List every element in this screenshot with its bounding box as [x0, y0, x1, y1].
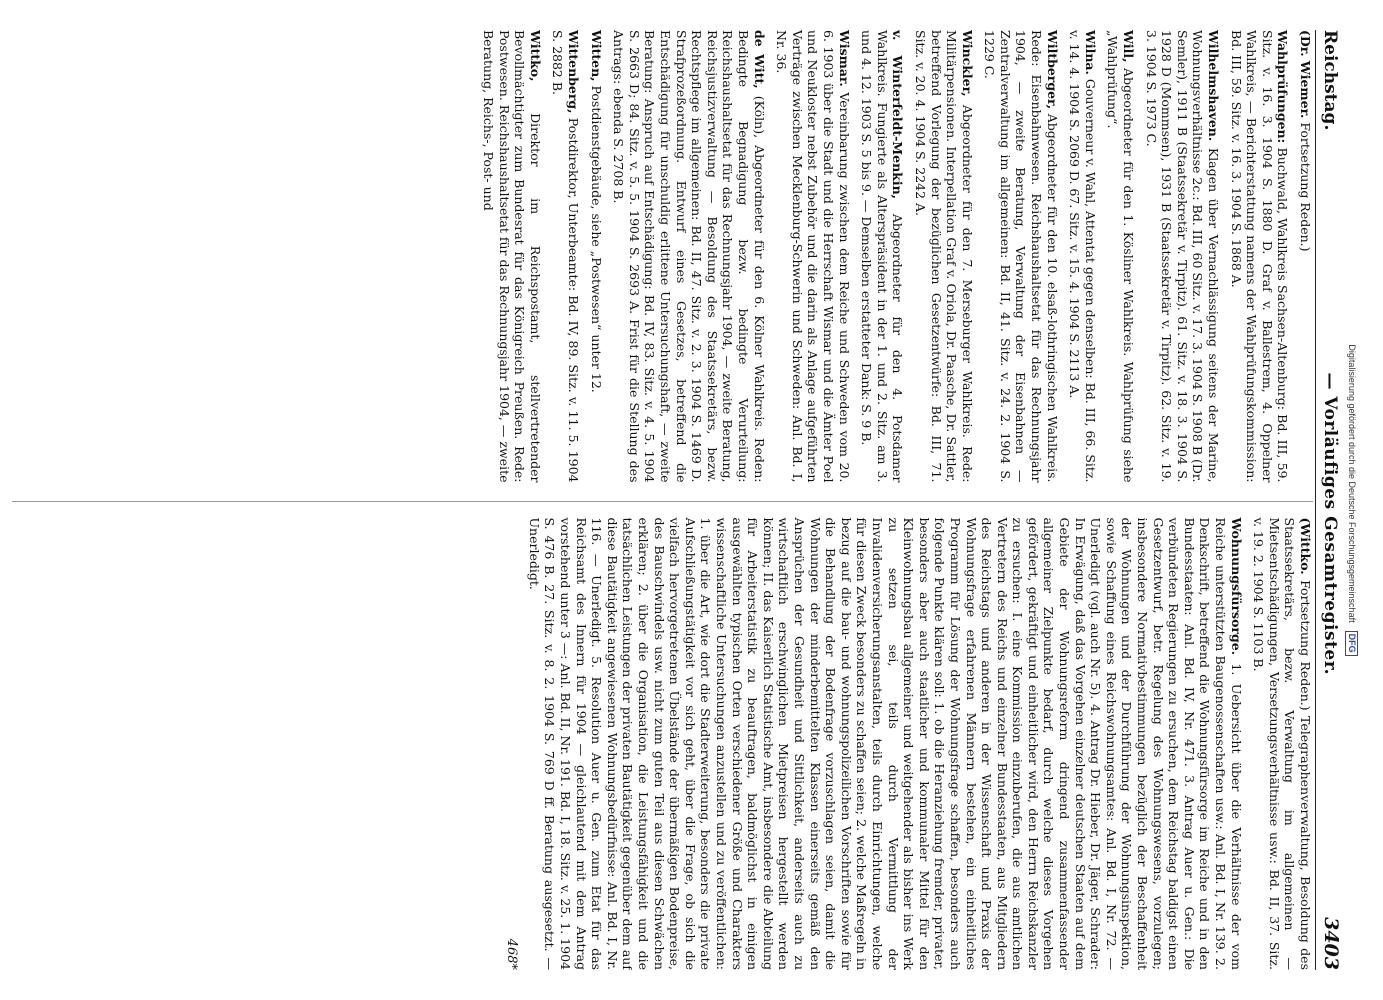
- entry-text: Abgeordneter für den 7. Merseburger Wahlkreis. Rede: Militärpensionen. Interpellation Graf v. Oriola, Dr. Paasche, Dr. Sattler, betreffend Vorlegung der bezüglichen Gesetzentwürfe: Bd. III, 71. Sitz. v. 20. 4. 1904 S. 2242 A.: [912, 30, 975, 483]
- register-entry: [774, 30, 852, 483]
- left-column: [12, 30, 1313, 483]
- register-entry: [859, 30, 906, 483]
- dfg-logo: DFG: [1346, 631, 1359, 656]
- entry-text: Fortsetzung Reden.) Telegraphenverwaltung, Besoldung des Staatssekretärs, bezw. Verwaltung im allgemeinen — Mietsentschädigungen, Versetzungsverhältnisse usw.: Bd. II, 37. Sitz. v. 19. 2. 1904 S. 1103 B.: [1251, 517, 1313, 970]
- entry-heading: Wittenberg,: [566, 30, 582, 114]
- register-entry: [1228, 30, 1290, 483]
- entry-text: (Köln), Abgeordneter für den 6. Kölner Wahlkreis. Reden: Bedingte Begnadigung bezw. bedingte Verurteilung: Reichshaushaltsetat für das Rechnungsjahr 1904, — zweite Beratung, Reichsjustizverwaltung — Besoldung des Staatssekretärs, bezw. Rechtspflege im allgemeinen: Bd. II, 47. Sitz. v. 2. 3. 1904 S. 1469 D. Strafprozeßordnung. Entwurf eines Gesetzes, betreffend die Entschädigung für unschuldig erlittene Untersuchungshaft, — zweite Beratung: Anspruch auf Entschädigung: Bd. IV, 83. Sitz. v. 4. 5. 1904 S. 2663 D; 84. Sitz. v. 5. 5. 1904 S. 2693 A. Frist für die Stellung des Antrags: ebenda S. 2708 B.: [611, 30, 767, 483]
- entry-heading: Wahlprüfungen:: [1275, 30, 1291, 144]
- entry-text: Gouverneur v. Wahl, Attentat gegen denselben: Bd. III, 66. Sitz. v. 14. 4. 1904 S. 2069 D. 67. Sitz. v. 15. 4. 1904 S. 2113 A.: [1067, 30, 1098, 483]
- entry-text: Abgeordneter für den 10. elsaß-lothringischen Wahlkreis. Rede: Eisenbahnwesen. Reichshaushaltsetat für das Rechnungsjahr 1904, — zweite Beratung, Verwaltung der Eisenbahnen — Zentralverwaltung im allgemeinen: Bd. II, 41. Sitz. v. 24. 2. 1904 S. 1229 C.: [982, 30, 1060, 483]
- entry-text: Direktor im Reichspostamt, stellvertretender Bevollmächtigter zum Bundesrat für das Königreich Preußen. Rede: Postwesen. Reichshaushaltsetat für das Rechnungsjahr 1904, — zweite Beratung, Reichs-, Post- und: [481, 30, 543, 483]
- entry-heading: de Witt,: [751, 30, 767, 89]
- entry-heading: Wiltberger,: [1044, 30, 1060, 110]
- register-entry: [1067, 30, 1098, 483]
- entry-heading: Wilhelmshaven.: [1206, 30, 1222, 142]
- entry-text: Postdienstgebäude, siehe „Postwesen“ unter 12.: [588, 85, 604, 393]
- register-entry: [1297, 30, 1313, 483]
- entry-heading: Wilna.: [1082, 30, 1098, 75]
- text-columns: [12, 30, 1313, 970]
- register-entry: [1251, 518, 1313, 971]
- entry-text: Buchwald, Wahlkreis Sachsen-Altenburg: Bd. III, 59. Sitz. v. 16. 3. 1904 S. 1880 D. Graf v. Ballestrem, 4. Oppelner Wahlkreis, — Berichterstattung namens der Wahlprüfungskommission: Bd. III, 59. Sitz. v. 16. 3. 1904 S. 1868 A.: [1228, 30, 1291, 483]
- entry-heading: Will,: [1121, 30, 1137, 63]
- entry-heading: (Wittko.: [1298, 517, 1313, 575]
- entry-heading: Wittko,: [527, 30, 543, 82]
- register-entry: [526, 518, 1243, 971]
- running-head-center: — Vorläufiges Gesamtregister.: [1320, 372, 1340, 676]
- entry-heading: Wismar.: [836, 30, 852, 87]
- entry-heading: (Dr. Wiemer.: [1298, 30, 1313, 119]
- register-entry: [611, 30, 767, 483]
- register-entry: [912, 30, 974, 483]
- register-entry: [481, 30, 543, 483]
- register-entry: [1105, 30, 1136, 483]
- signature-mark: 468*: [504, 938, 520, 970]
- entry-text: Fortsetzung Reden.): [1298, 122, 1313, 252]
- register-entry: [550, 30, 581, 483]
- register-entry: [982, 30, 1060, 483]
- entry-text: Abgeordneter für den 1. Kösliner Wahlkreis. Wahlprüfung siehe „Wahlprüfung“.: [1105, 30, 1137, 483]
- footer-credit-text: Digitalisierung gefördert durch die Deutsche Forschungsgemeinschaft: [1347, 344, 1357, 623]
- entry-text: Klagen über Vernachlässigung seitens der Marine, Wohnungsverhältnisse 2c.: Bd. III, 60 Sitz. v. 17. 3. 1904 S. 1908 B (Dr. Semler), 1911 B (Staatssekretär v. Tirpitz). 61. Sitz. v. 18. 3. 1904 S. 1928 D (Mommsen), 1931 B (Staatssekretär v. Tirpitz). 62. Sitz. v. 19. 3. 1904 S. 1973 C.: [1143, 30, 1222, 483]
- page-number: 3403: [1320, 917, 1342, 970]
- register-entry: [588, 30, 604, 483]
- entry-heading: Witten,: [588, 30, 604, 82]
- entry-text: 1. Uebersicht über die Verhältnisse der vom Reiche unterstützten Baugenossenschaften usw.: Anl. Bd. I, Nr. 139. 2. Denkschrift, betreffend die Wohnungsfürsorge im Reiche und in den Bundesstaaten: Anl. Bd. IV, Nr. 471. 3. Antrag Auer u. Gen.: Die verbündeten Regierungen zu ersuchen, dem Reichstag baldigst einen Gesetzentwurf, betr. Regelung des Wohnungswesens, vorzulegen; insbesondere Normativbestimmungen bezüglich der Beschaffenheit der Wohnungen und der Durchführung der Wohnungsinspektion, sowie Schaffung eines Reichswohnungsamtes: Anl. Bd. I, Nr. 72. — Unerledigt (vgl. auch Nr. 5). 4. Antrag Dr. Hieber, Dr. Jäger, Schrader: In Erwägung, daß das Vorgehen einzelner deutschen Staaten auf dem Gebiete der Wohnungsreform dringend zusammenfassender allgemeiner Zielpunkte bedarf, durch welche dieses Vorgehen gefördert, gekräftigt und einheitlicher wird, den Herrn Reichskanzler zu ersuchen: I. eine Kommission einzuberufen, die aus amtlichen Vertretern des Reichs und einzelner Bundesstaaten, aus Mitgliedern des Reichstags und anderen in der Wissenschaft und Praxis der Wohnungsfrage erfahrenen Männern bestehen, ein einheitliches Programm für Lösung der Wohnungsfrage schaffen, besonders auch folgende Punkte klären soll: 1. ob die Heranziehung fremder, privater, besonders aber auch staatlicher und kommunaler Mittel für den Kleinwohnungsbau allgemeiner und weitgehender als bisher ins Werk zu setzen sei, teils durch Vermittlung der Invalidenversicherungsanstalten, teils durch Einrichtungen, welche für diesen Zweck besonders zu schaffen seien; 2. welche Maßregeln in bezug auf die bau- und wohnungspolizeilichen Vorschriften sowie für die Behandlung der Bodenfrage vorzuschlagen seien, damit die Wohnungen der minderbemittelten Klassen einerseits gemäß den Ansprüchen der Gesundheit und Sittlichkeit, anderseits auch zu wirtschaftlich erschwinglichen Mietpreisen hergestellt werden können; II. das Kaiserlich Statistische Amt, insbesondere die Abteilung für Arbeiterstatistik zu beauftragen, baldmöglichst in einigen ausgewählten typischen Orten verschiedener Größe und Charakters wissenschaftliche Untersuchungen anzustellen und zu veröffentlichen: 1. über die Art, wie dort die Stadterweiterung, besonders die private Aufschließungstätigkeit vor sich geht, über die Frage, ob sich die vielfach hervorgetretenen Übelstände der übermäßigen Bodenpreise, des Bauschwindels usw. nicht zum guten Teil aus diesen Schwächen erklären; 2. über die Organisation, die Leistungsfähigkeit und die tatsächlichen Leistungen der privaten Bautätigkeit gegenüber dem auf diese Bautätigkeit angewiesenen Wohnungsbedürfnisse: Anl. Bd. I, Nr. 116. — Unerledigt. 5. Resolution Auer u. Gen. zum Etat für das Reichsamt des Innern für 1904 — gleichlautend mit dem Antrag vorstehend unter 3 —: Anl. Bd. II, Nr. 191. Bd. I, 18. Sitz. v. 25. 1. 1904 S. 476 B. 27. Sitz. v. 8. 2. 1904 S. 769 D ff. Beratung ausgesetzt. — Unerledigt.: [526, 517, 1244, 970]
- entry-text: Abgeordneter für den 4. Potsdamer Wahlkreis. Fungierte als Alterspräsident in der 1. und 2. Sitz. am 3. und 4. 12. 1903 S. 5 bis 9. — Demselben erstatteter Dank: S. 9 B.: [859, 30, 906, 483]
- entry-heading: Winckler,: [959, 30, 975, 97]
- running-head-left: Reichstag.: [1320, 30, 1340, 131]
- register-entry: [1143, 30, 1221, 483]
- entry-heading: v. Winterfeldt-Menkin,: [890, 30, 906, 200]
- entry-text: Postdirektor, Unterbeamte: Bd. IV, 89. Sitz. v. 11. 5. 1904 S. 2882 B.: [550, 30, 582, 483]
- entry-heading: Wohnungsfürsorge.: [1228, 517, 1244, 656]
- entry-text: Vereinbarung zwischen dem Reiche und Schweden vom 20. 6. 1903 über die Stadt und die Herrschaft Wismar und die Ämter Poel und Neukloster nebst Zubehör und die darin als Anlage aufgeführten Verträge zwischen Mecklenburg-Schwerin und Schweden: Anl. Bd. I, Nr. 36.: [774, 30, 852, 483]
- right-column: [12, 501, 1313, 971]
- footer-credit: [1342, 0, 1362, 1000]
